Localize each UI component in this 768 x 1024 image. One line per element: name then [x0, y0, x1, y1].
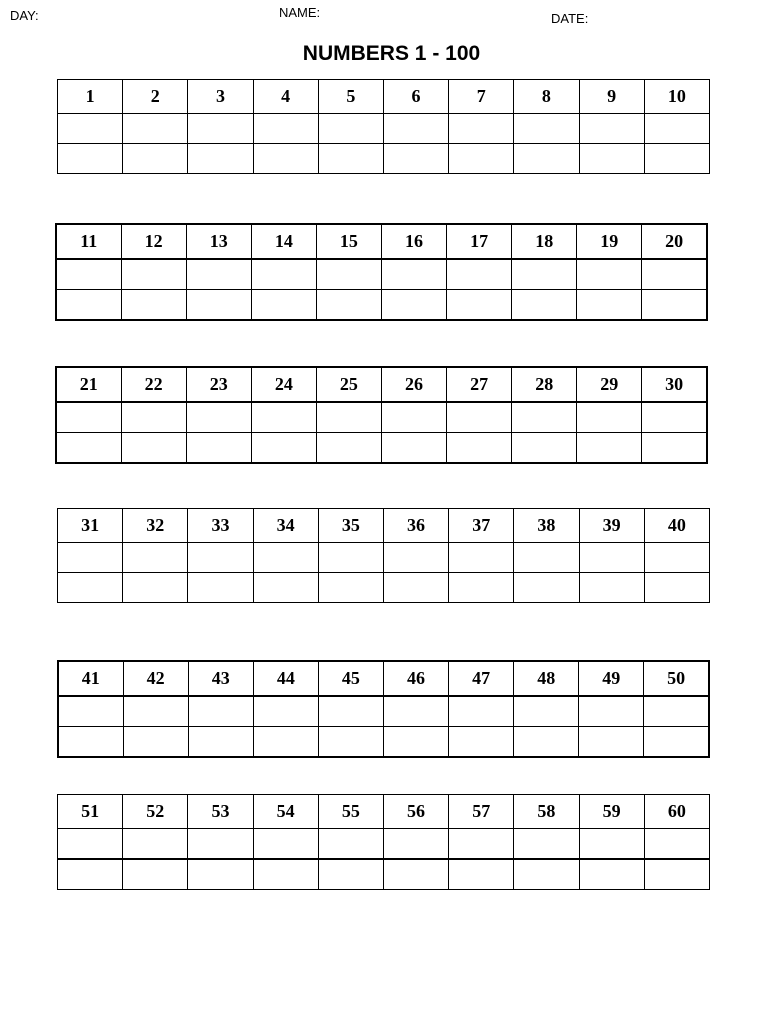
writing-cell[interactable]: [642, 433, 707, 464]
writing-cell[interactable]: [579, 543, 644, 573]
writing-cell[interactable]: [318, 144, 383, 174]
date-label: DATE:: [551, 11, 589, 26]
writing-cell[interactable]: [449, 859, 514, 890]
writing-cell[interactable]: [579, 727, 644, 758]
number-row: [56, 224, 707, 259]
number-cell: 50: [644, 661, 709, 696]
number-cell: 24: [251, 367, 316, 402]
writing-cell[interactable]: [123, 114, 188, 144]
writing-cell[interactable]: [514, 573, 579, 603]
number-cell: 16: [381, 224, 446, 259]
writing-cell[interactable]: [383, 727, 448, 758]
writing-cell[interactable]: [642, 402, 707, 433]
number-row: [58, 80, 710, 114]
writing-cell[interactable]: [644, 114, 709, 144]
number-cell: 36: [383, 509, 448, 543]
number-cell: 33: [188, 509, 253, 543]
writing-cell[interactable]: [449, 543, 514, 573]
writing-cell[interactable]: [449, 829, 514, 860]
writing-cell[interactable]: [188, 696, 253, 727]
number-cell: 9: [579, 80, 644, 114]
writing-cell[interactable]: [58, 829, 123, 860]
writing-cell[interactable]: [514, 696, 579, 727]
writing-cell[interactable]: [251, 402, 316, 433]
writing-cell[interactable]: [642, 259, 707, 290]
writing-cell[interactable]: [121, 290, 186, 321]
writing-cell[interactable]: [644, 573, 709, 603]
writing-cell[interactable]: [381, 290, 446, 321]
number-cell: 40: [644, 509, 709, 543]
writing-cell[interactable]: [644, 144, 709, 174]
writing-cell[interactable]: [188, 543, 253, 573]
number-cell: 34: [253, 509, 318, 543]
number-table-6: [57, 794, 710, 890]
writing-cell[interactable]: [186, 433, 251, 464]
number-cell: 27: [447, 367, 512, 402]
writing-cell[interactable]: [383, 859, 448, 890]
number-cell: 26: [381, 367, 446, 402]
writing-cell[interactable]: [514, 829, 579, 860]
writing-row: [56, 290, 707, 321]
number-cell: 35: [318, 509, 383, 543]
writing-cell[interactable]: [383, 573, 448, 603]
writing-cell[interactable]: [579, 144, 644, 174]
writing-cell[interactable]: [58, 727, 123, 758]
writing-cell[interactable]: [188, 144, 253, 174]
writing-cell[interactable]: [253, 727, 318, 758]
writing-cell[interactable]: [512, 290, 577, 321]
number-cell: 29: [577, 367, 642, 402]
writing-cell[interactable]: [318, 859, 383, 890]
number-row: [58, 661, 709, 696]
name-label: NAME:: [279, 5, 321, 20]
writing-cell[interactable]: [514, 543, 579, 573]
writing-cell[interactable]: [58, 696, 123, 727]
writing-cell[interactable]: [447, 433, 512, 464]
writing-cell[interactable]: [318, 573, 383, 603]
writing-row: [58, 829, 710, 860]
writing-cell[interactable]: [449, 573, 514, 603]
writing-cell[interactable]: [251, 433, 316, 464]
writing-cell[interactable]: [383, 829, 448, 860]
number-cell: 52: [123, 795, 188, 829]
writing-cell[interactable]: [514, 144, 579, 174]
writing-cell[interactable]: [253, 144, 318, 174]
writing-cell[interactable]: [447, 402, 512, 433]
number-cell: 23: [186, 367, 251, 402]
writing-cell[interactable]: [447, 259, 512, 290]
writing-cell[interactable]: [188, 573, 253, 603]
writing-cell[interactable]: [644, 696, 709, 727]
number-cell: 60: [644, 795, 709, 829]
number-cell: 47: [449, 661, 514, 696]
number-cell: 58: [514, 795, 579, 829]
number-cell: 7: [449, 80, 514, 114]
number-cell: 17: [447, 224, 512, 259]
writing-cell[interactable]: [383, 114, 448, 144]
number-cell: 54: [253, 795, 318, 829]
number-cell: 59: [579, 795, 644, 829]
writing-cell[interactable]: [253, 859, 318, 890]
writing-cell[interactable]: [579, 114, 644, 144]
writing-cell[interactable]: [383, 696, 448, 727]
number-row: [58, 795, 710, 829]
number-cell: 30: [642, 367, 707, 402]
number-cell: 46: [383, 661, 448, 696]
writing-cell[interactable]: [449, 696, 514, 727]
writing-cell[interactable]: [579, 696, 644, 727]
writing-cell[interactable]: [123, 829, 188, 860]
writing-cell[interactable]: [253, 543, 318, 573]
writing-cell[interactable]: [316, 290, 381, 321]
writing-cell[interactable]: [56, 433, 121, 464]
writing-cell[interactable]: [579, 859, 644, 890]
writing-cell[interactable]: [514, 114, 579, 144]
number-table-3: [55, 366, 708, 464]
number-cell: 1: [58, 80, 123, 114]
number-cell: 51: [58, 795, 123, 829]
number-cell: 21: [56, 367, 121, 402]
number-cell: 4: [253, 80, 318, 114]
number-cell: 15: [316, 224, 381, 259]
writing-cell[interactable]: [121, 433, 186, 464]
writing-cell[interactable]: [121, 259, 186, 290]
number-cell: 14: [251, 224, 316, 259]
writing-cell[interactable]: [318, 829, 383, 860]
worksheet-title: NUMBERS 1 - 100: [302, 42, 481, 65]
number-table-2: [55, 223, 708, 321]
writing-cell[interactable]: [318, 727, 383, 758]
writing-cell[interactable]: [318, 114, 383, 144]
number-cell: 5: [318, 80, 383, 114]
writing-cell[interactable]: [188, 859, 253, 890]
writing-cell[interactable]: [514, 859, 579, 890]
writing-row: [56, 259, 707, 290]
writing-cell[interactable]: [512, 433, 577, 464]
number-cell: 55: [318, 795, 383, 829]
writing-cell[interactable]: [123, 859, 188, 890]
number-cell: 39: [579, 509, 644, 543]
writing-cell[interactable]: [449, 727, 514, 758]
number-cell: 38: [514, 509, 579, 543]
writing-cell[interactable]: [644, 829, 709, 860]
writing-cell[interactable]: [188, 829, 253, 860]
writing-row: [58, 859, 710, 890]
writing-cell[interactable]: [381, 259, 446, 290]
writing-row: [58, 696, 709, 727]
writing-cell[interactable]: [383, 543, 448, 573]
number-cell: 18: [512, 224, 577, 259]
writing-cell[interactable]: [186, 402, 251, 433]
writing-cell[interactable]: [577, 433, 642, 464]
writing-cell[interactable]: [58, 543, 123, 573]
number-cell: 19: [577, 224, 642, 259]
number-cell: 48: [514, 661, 579, 696]
writing-cell[interactable]: [512, 259, 577, 290]
number-cell: 22: [121, 367, 186, 402]
writing-cell[interactable]: [318, 696, 383, 727]
writing-cell[interactable]: [251, 290, 316, 321]
writing-cell[interactable]: [186, 259, 251, 290]
number-cell: 12: [121, 224, 186, 259]
writing-cell[interactable]: [58, 114, 123, 144]
number-table-5: [57, 660, 710, 758]
number-cell: 32: [123, 509, 188, 543]
number-cell: 53: [188, 795, 253, 829]
number-row: [58, 509, 710, 543]
writing-cell[interactable]: [318, 543, 383, 573]
writing-cell[interactable]: [56, 259, 121, 290]
writing-cell[interactable]: [579, 829, 644, 860]
writing-cell[interactable]: [381, 402, 446, 433]
writing-cell[interactable]: [253, 114, 318, 144]
writing-cell[interactable]: [58, 573, 123, 603]
writing-cell[interactable]: [577, 290, 642, 321]
number-cell: 57: [449, 795, 514, 829]
writing-cell[interactable]: [253, 573, 318, 603]
number-cell: 28: [512, 367, 577, 402]
number-cell: 37: [449, 509, 514, 543]
writing-cell[interactable]: [579, 573, 644, 603]
writing-row: [56, 402, 707, 433]
number-cell: 6: [383, 80, 448, 114]
writing-cell[interactable]: [644, 859, 709, 890]
writing-cell[interactable]: [449, 144, 514, 174]
writing-cell[interactable]: [447, 290, 512, 321]
number-cell: 8: [514, 80, 579, 114]
writing-cell[interactable]: [123, 573, 188, 603]
number-cell: 56: [383, 795, 448, 829]
writing-cell[interactable]: [56, 290, 121, 321]
writing-row: [58, 144, 710, 174]
writing-cell[interactable]: [56, 402, 121, 433]
number-cell: 25: [316, 367, 381, 402]
number-cell: 42: [123, 661, 188, 696]
number-cell: 45: [318, 661, 383, 696]
writing-cell[interactable]: [58, 144, 123, 174]
writing-cell[interactable]: [253, 829, 318, 860]
number-cell: 31: [58, 509, 123, 543]
number-cell: 49: [579, 661, 644, 696]
number-row: [56, 367, 707, 402]
writing-cell[interactable]: [383, 144, 448, 174]
number-table-1: [57, 79, 710, 174]
writing-row: [58, 543, 710, 573]
number-cell: 43: [188, 661, 253, 696]
number-cell: 20: [642, 224, 707, 259]
day-label: DAY:: [10, 8, 39, 23]
writing-cell[interactable]: [123, 144, 188, 174]
writing-row: [58, 114, 710, 144]
writing-cell[interactable]: [381, 433, 446, 464]
number-cell: 3: [188, 80, 253, 114]
writing-cell[interactable]: [251, 259, 316, 290]
writing-cell[interactable]: [316, 402, 381, 433]
writing-row: [58, 727, 709, 758]
writing-cell[interactable]: [123, 543, 188, 573]
writing-cell[interactable]: [121, 402, 186, 433]
writing-cell[interactable]: [642, 290, 707, 321]
number-cell: 41: [58, 661, 123, 696]
writing-cell[interactable]: [514, 727, 579, 758]
writing-cell[interactable]: [449, 114, 514, 144]
writing-cell[interactable]: [577, 259, 642, 290]
writing-cell[interactable]: [316, 433, 381, 464]
writing-cell[interactable]: [123, 696, 188, 727]
writing-cell[interactable]: [188, 727, 253, 758]
writing-cell[interactable]: [186, 290, 251, 321]
number-cell: 11: [56, 224, 121, 259]
writing-row: [58, 573, 710, 603]
writing-cell[interactable]: [512, 402, 577, 433]
writing-row: [56, 433, 707, 464]
number-cell: 13: [186, 224, 251, 259]
writing-cell[interactable]: [644, 727, 709, 758]
number-cell: 10: [644, 80, 709, 114]
number-cell: 2: [123, 80, 188, 114]
number-cell: 44: [253, 661, 318, 696]
number-table-4: [57, 508, 710, 603]
writing-cell[interactable]: [58, 859, 123, 890]
writing-cell[interactable]: [577, 402, 642, 433]
writing-cell[interactable]: [123, 727, 188, 758]
writing-cell[interactable]: [253, 696, 318, 727]
writing-cell[interactable]: [644, 543, 709, 573]
writing-cell[interactable]: [316, 259, 381, 290]
writing-cell[interactable]: [188, 114, 253, 144]
